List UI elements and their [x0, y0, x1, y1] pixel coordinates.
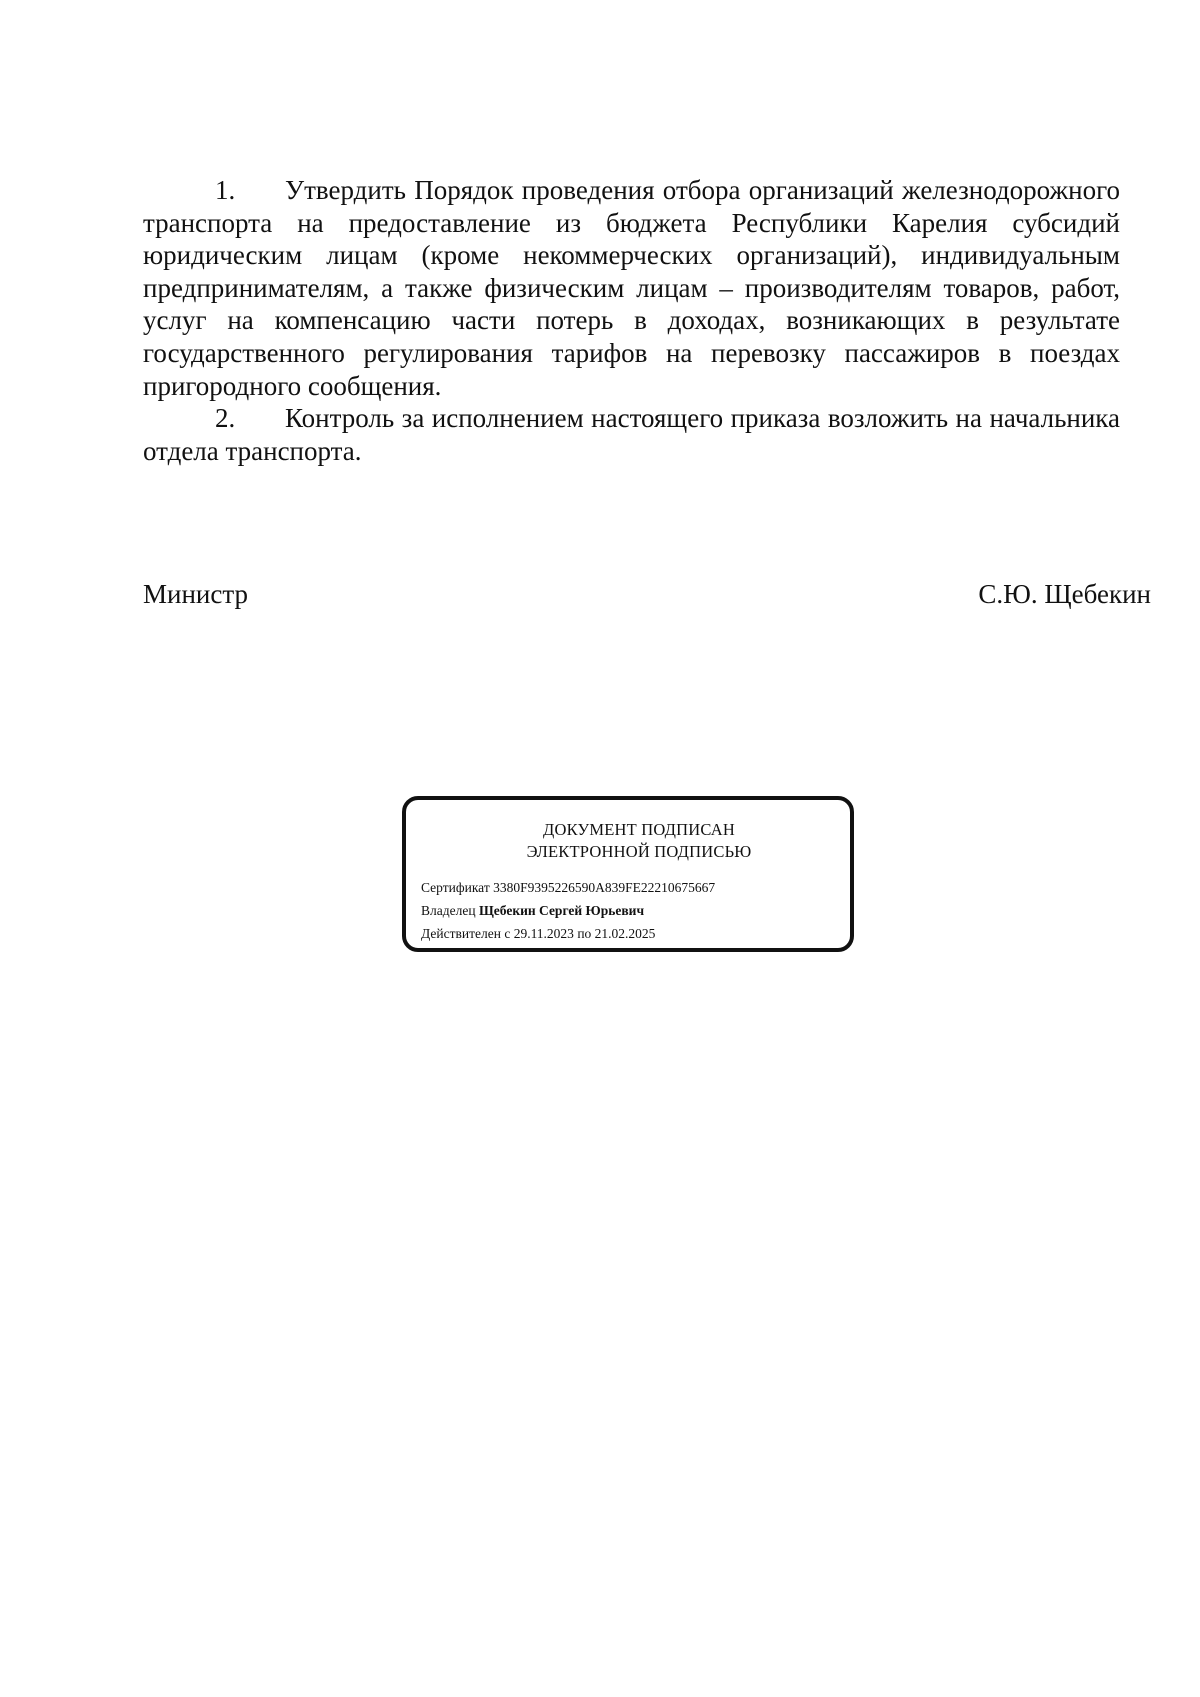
valid-to: 21.02.2025 [594, 926, 656, 941]
stamp-title-line-2: ЭЛЕКТРОННОЙ ПОДПИСЬЮ [526, 842, 752, 861]
order-body [143, 174, 1120, 467]
owner-value: Щебекин Сергей Юрьевич [478, 903, 645, 918]
order-item-1-number: 1. [215, 175, 236, 205]
valid-from-prefix: с [504, 926, 511, 941]
stamp-title-line-1: ДОКУМЕНТ ПОДПИСАН [543, 820, 735, 839]
signer-name: С.Ю. Щебекин [978, 579, 1151, 609]
certificate-value: 3380F9395226590A839FE22210675667 [493, 880, 716, 895]
stamp-title [406, 819, 850, 863]
order-item-2-number: 2. [215, 403, 236, 434]
stamp-details [421, 876, 715, 945]
signer-position: Министр [143, 579, 248, 609]
stamp-certificate-row [421, 876, 715, 899]
order-item-2-text: Контроль за исполнением настоящего приказа возложить на начальника отдела транспорта. [143, 403, 1120, 466]
certificate-label: Сертификат [421, 880, 490, 895]
valid-label: Действителен [421, 926, 501, 941]
order-item-1-text: Утвердить Порядок проведения отбора организаций железнодорожного транспорта на предоставление из бюджета Республики Карелия субсидий юридическим лицам (кроме некоммерческих организаций), индивидуальным предпринимателям, а также физическим лицам – производителям товаров, работ, услуг на компенсацию части потерь в доходах, возникающих в результате государственного регулирования тарифов на перевозку пассажиров в поездах пригородного сообщения. [143, 175, 1120, 401]
valid-to-prefix: по [577, 926, 592, 941]
owner-label: Владелец [421, 903, 476, 918]
stamp-owner-row [421, 899, 715, 922]
valid-from: 29.11.2023 [513, 926, 574, 941]
stamp-validity-row [421, 922, 715, 945]
order-item-1 [143, 174, 1120, 402]
order-item-2 [143, 402, 1120, 467]
electronic-signature-stamp [402, 796, 854, 952]
signature-block [143, 578, 1151, 610]
